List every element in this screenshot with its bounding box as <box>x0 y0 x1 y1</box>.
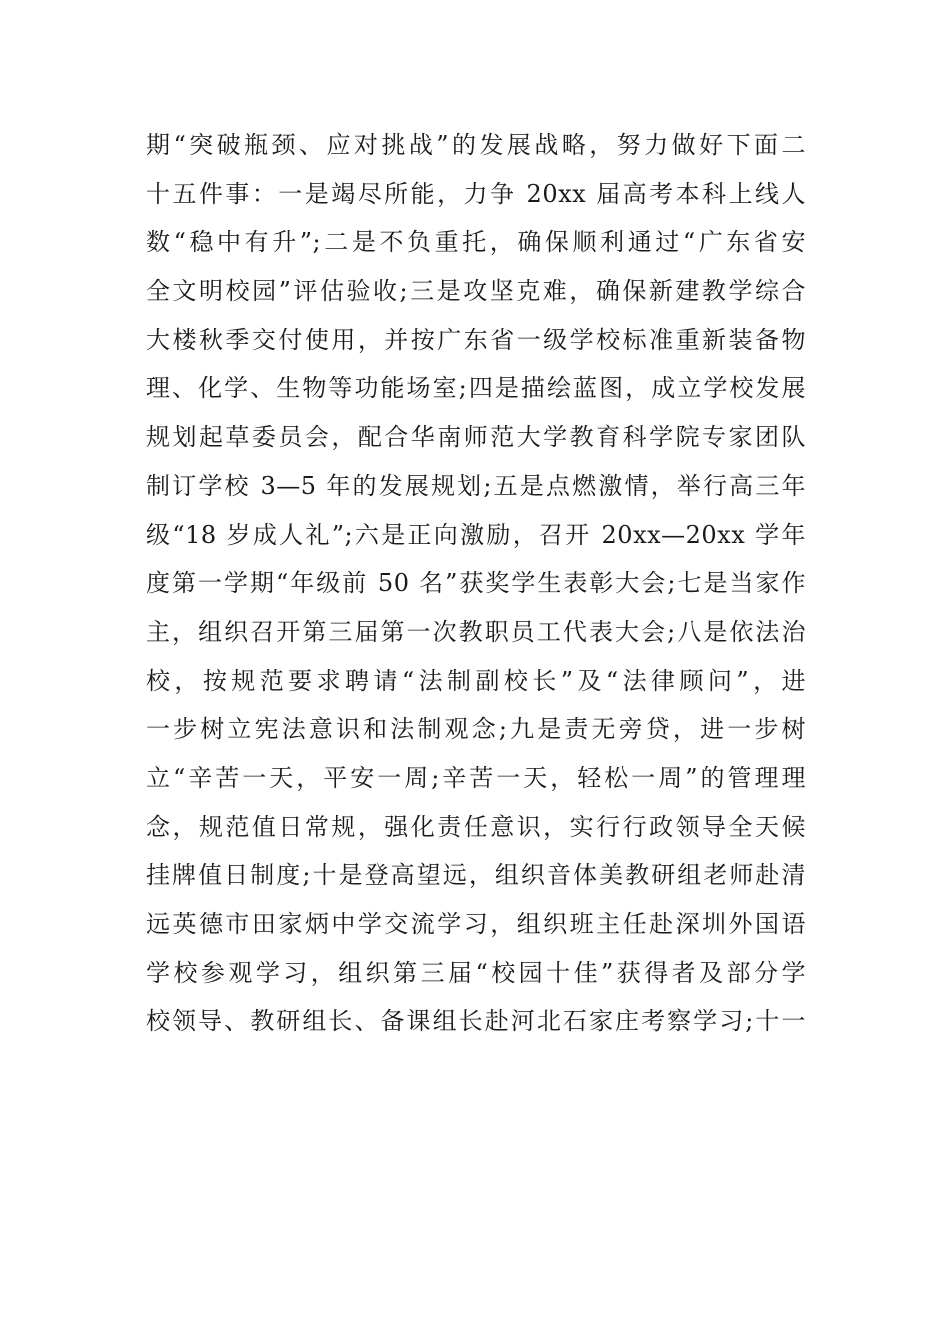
text-line: 制订学校 3—5 年的发展规划;五是点燃激情，举行高三年 <box>146 471 806 500</box>
text-line: 学校参观学习，组织第三届“校园十佳”获得者及部分学 <box>146 958 806 987</box>
text-line: 挂牌值日制度;十是登高望远，组织音体美教研组老师赴清 <box>146 861 806 890</box>
text-line: 立“辛苦一天，平安一周;辛苦一天，轻松一周”的管理理 <box>146 763 806 792</box>
text-line: 校，按规范要求聘请“法制副校长”及“法律顾问”，进 <box>146 666 806 695</box>
text-line: 规划起草委员会，配合华南师范大学教育科学院专家团队 <box>146 423 806 452</box>
text-line: 十五件事：一是竭尽所能，力争 20xx 届高考本科上线人 <box>146 179 806 208</box>
text-line: 远英德市田家炳中学交流学习，组织班主任赴深圳外国语 <box>146 910 806 938</box>
text-line: 度第一学期“年级前 50 名”获奖学生表彰大会;七是当家作 <box>146 569 806 598</box>
text-line: 念，规范值日常规，强化责任意识，实行行政领导全天候 <box>146 812 806 841</box>
text-line: 理、化学、生物等功能场室;四是描绘蓝图，成立学校发展 <box>146 374 806 403</box>
text-line: 校领导、教研组长、备课组长赴河北石家庄考察学习;十一 <box>146 1007 806 1036</box>
text-line: 全文明校园”评估验收;三是攻坚克难，确保新建教学综合 <box>146 277 806 306</box>
text-line: 级“18 岁成人礼”;六是正向激励，召开 20xx—20xx 学年 <box>146 520 806 549</box>
body-paragraph <box>146 121 806 1046</box>
text-line: 一步树立宪法意识和法制观念;九是责无旁贷，进一步树 <box>146 715 806 744</box>
text-line: 期“突破瓶颈、应对挑战”的发展战略，努力做好下面二 <box>146 131 806 159</box>
text-line: 数“稳中有升”;二是不负重托，确保顺利通过“广东省安 <box>146 228 806 257</box>
text-line: 大楼秋季交付使用，并按广东省一级学校标准重新装备物 <box>146 325 806 354</box>
text-line: 主，组织召开第三届第一次教职员工代表大会;八是依法治 <box>146 617 806 646</box>
